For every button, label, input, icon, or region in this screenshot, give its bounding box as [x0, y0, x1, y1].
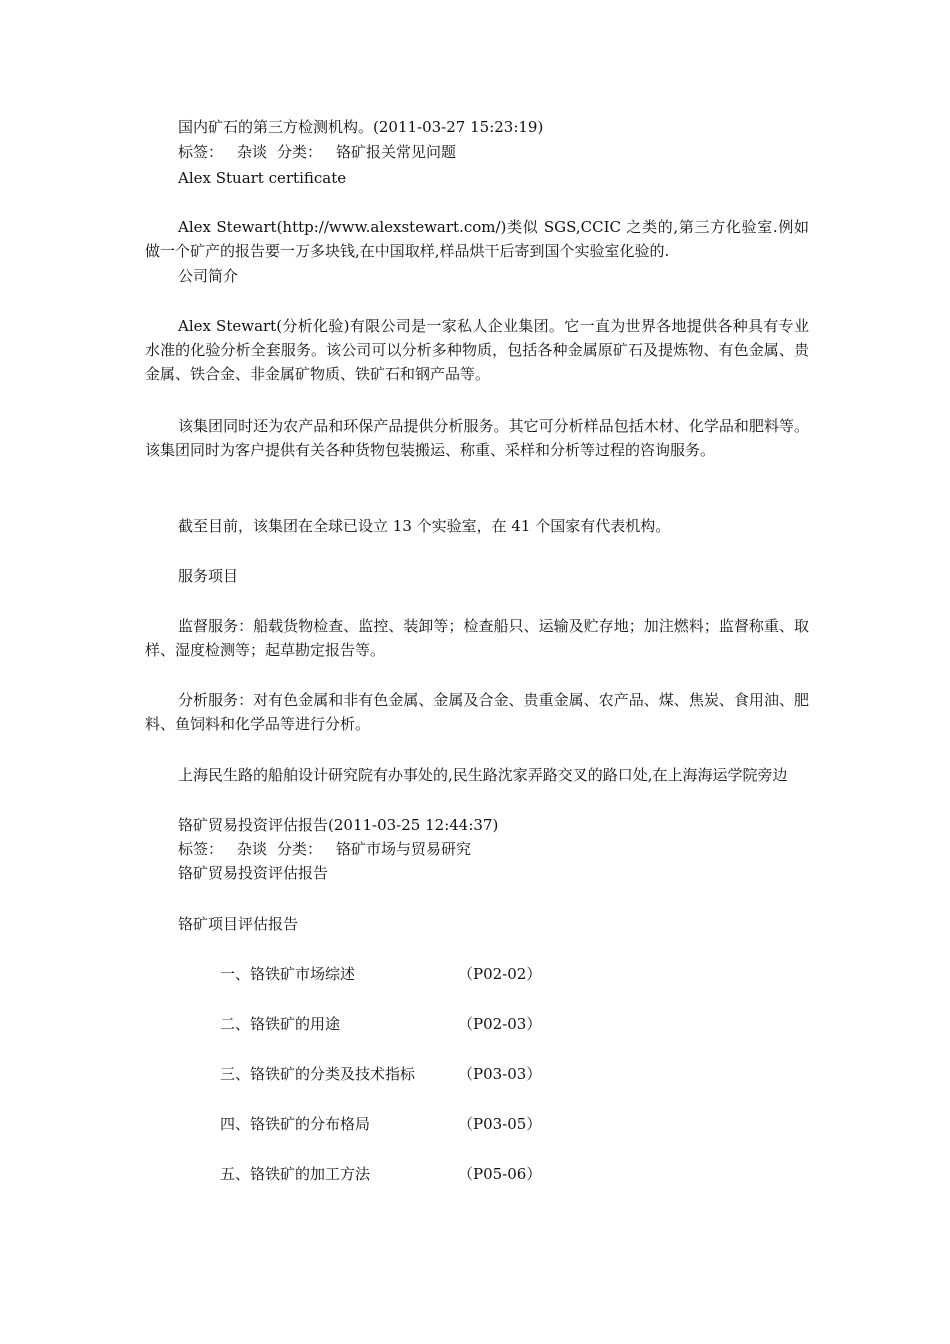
toc-page: （P03-05）	[458, 1115, 542, 1133]
company-paragraph-1: Alex Stewart(分析化验)有限公司是一家私人企业集团。它一直为世界各地提供各种具有专业水准的化验分析全套服务。该公司可以分析多种物质，包括各种金属原矿石及提炼物、有色金属、贵金属、铁合金、非金属矿物质、铁矿石和钢产品等。	[145, 317, 809, 383]
toc-page: （P03-03）	[458, 1065, 542, 1083]
tags-label: 标签：	[178, 143, 224, 161]
category-value[interactable]: 铬矿市场与贸易研究	[336, 840, 472, 858]
entry1-intro: Alex Stewart(http://www.alexstewart.com/)类似 SGS,CCIC 之类的,第三方化验室.例如做一个矿产的报告要一万多块钱,在中国取样,样品烘干后寄到国个实验室化验的.	[145, 218, 809, 260]
tags-label: 标签：	[178, 840, 224, 858]
services-paragraph-2: 分析服务：对有色金属和非有色金属、金属及合金、贵重金属、农产品、煤、焦炭、食用油、肥料、鱼饲料和化学品等进行分析。	[145, 691, 809, 733]
tags-value[interactable]: 杂谈	[237, 143, 268, 161]
toc-item: 三、铬铁矿的分类及技术指标	[220, 1065, 416, 1083]
company-paragraph-2: 该集团同时还为农产品和环保产品提供分析服务。其它可分析样品包括木材、化学品和肥料等。该集团同时为客户提供有关各种货物包装搬运、称重、采样和分析等过程的咨询服务。	[145, 417, 809, 459]
entry2-title: 铬矿贸易投资评估报告(2011-03-25 12:44:37)	[178, 816, 499, 834]
services-paragraph-1: 监督服务：船载货物检查、监控、装卸等；检查船只、运输及贮存地；加注燃料；监督称重、取样、湿度检测等；起草勘定报告等。	[145, 617, 809, 659]
toc-item: 一、铬铁矿市场综述	[220, 965, 356, 983]
office-location: 上海民生路的船舶设计研究院有办事处的,民生路沈家弄路交叉的路口处,在上海海运学院旁边	[178, 766, 788, 784]
entry1-title: 国内矿石的第三方检测机构。(2011-03-27 15:23:19)	[178, 118, 544, 136]
toc-item: 四、铬铁矿的分布格局	[220, 1115, 371, 1133]
toc-item: 二、铬铁矿的用途	[220, 1015, 341, 1033]
company-heading: 公司简介	[178, 267, 239, 285]
category-label: 分类：	[277, 840, 323, 858]
toc-page: （P02-02）	[458, 965, 542, 983]
company-paragraph-3: 截至目前，该集团在全球已设立 13 个实验室，在 41 个国家有代表机构。	[178, 517, 671, 535]
category-label: 分类：	[277, 143, 323, 161]
report-title: 铬矿项目评估报告	[178, 915, 299, 933]
entry1-heading: Alex Stuart certificate	[178, 169, 347, 187]
toc-item: 五、铬铁矿的加工方法	[220, 1165, 371, 1183]
entry2-meta	[178, 837, 471, 861]
toc-page: （P02-03）	[458, 1015, 542, 1033]
category-value[interactable]: 铬矿报关常见问题	[336, 143, 457, 161]
tags-value[interactable]: 杂谈	[237, 840, 268, 858]
toc-page: （P05-06）	[458, 1165, 542, 1183]
entry1-meta	[178, 140, 456, 164]
entry2-heading: 铬矿贸易投资评估报告	[178, 864, 329, 882]
services-heading: 服务项目	[178, 567, 239, 585]
